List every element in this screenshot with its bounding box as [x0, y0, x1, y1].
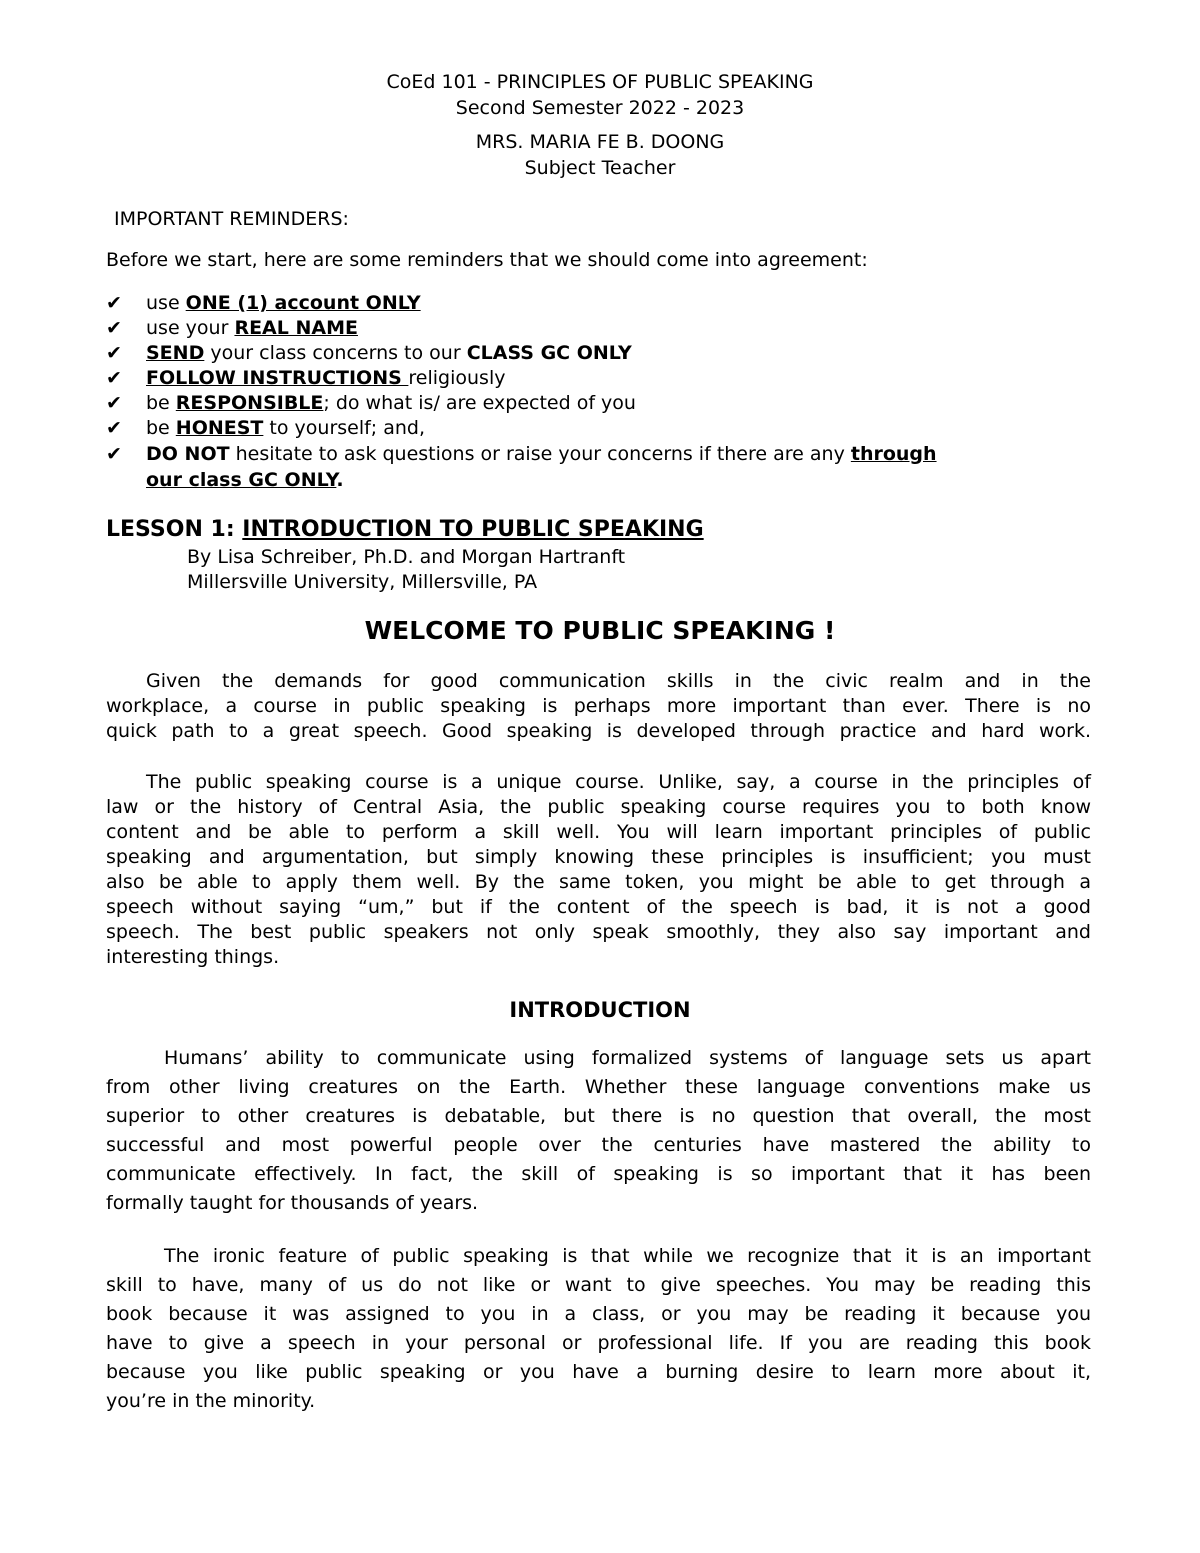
- paragraph-line: Humans’ ability to communicate using formalized systems of language sets us apart: [164, 1047, 1091, 1069]
- paragraph-line: also be able to apply them well. By the same token, you might be able to get through a: [106, 871, 1091, 893]
- introduction-heading: INTRODUCTION: [509, 998, 691, 1022]
- paragraph-line: speech. The best public speakers not only speak smoothly, they also say important and: [106, 921, 1091, 943]
- reminder-text: use your REAL NAME: [146, 317, 358, 339]
- paragraph-line: successful and most powerful people over the centuries have mastered the ability to: [106, 1134, 1091, 1156]
- introduction-paragraph-2: [106, 1245, 1091, 1419]
- checkmark-icon: ✔: [106, 417, 122, 439]
- reminder-text: use ONE (1) account ONLY: [146, 292, 421, 314]
- welcome-heading: WELCOME TO PUBLIC SPEAKING !: [364, 616, 836, 645]
- checkmark-icon: ✔: [106, 342, 122, 364]
- paragraph-line: communicate effectively. In fact, the skill of speaking is so important that it has been: [106, 1163, 1091, 1185]
- paragraph-line: from other living creatures on the Earth. Whether these language conventions make us: [106, 1076, 1091, 1098]
- checkmark-icon: ✔: [106, 443, 122, 465]
- paragraph-line: workplace, a course in public speaking is perhaps more important than ever. There is no: [106, 695, 1091, 717]
- reminder-text: be RESPONSIBLE; do what is/ are expected of you: [146, 392, 636, 414]
- reminder-text: DO NOT hesitate to ask questions or raise your concerns if there are any through: [146, 443, 937, 465]
- paragraph-line: you’re in the minority.: [106, 1390, 316, 1412]
- checkmark-icon: ✔: [106, 292, 122, 314]
- paragraph-line: have to give a speech in your personal or professional life. If you are reading this book: [106, 1332, 1091, 1354]
- paragraph-line: because you like public speaking or you have a burning desire to learn more about it,: [106, 1361, 1091, 1383]
- paragraph-line: interesting things.: [106, 946, 280, 968]
- paragraph-line: quick path to a great speech. Good speaking is developed through practice and hard work.: [106, 720, 1091, 742]
- lesson-affiliation: Millersville University, Millersville, PA: [187, 571, 538, 593]
- paragraph-line: content and be able to perform a skill well. You will learn important principles of public: [106, 821, 1091, 843]
- course-title: CoEd 101 - PRINCIPLES OF PUBLIC SPEAKING: [386, 71, 814, 93]
- welcome-paragraph-2: [106, 771, 1091, 971]
- reminder-text: our class GC ONLY.: [146, 469, 344, 491]
- semester-line: Second Semester 2022 - 2023: [455, 97, 745, 119]
- lesson-byline: By Lisa Schreiber, Ph.D. and Morgan Hartranft: [187, 546, 626, 568]
- introduction-paragraph-1: [106, 1047, 1091, 1221]
- reminder-text: be HONEST to yourself; and,: [146, 417, 426, 439]
- checkmark-icon: ✔: [106, 317, 122, 339]
- paragraph-line: superior to other creatures is debatable, but there is no question that overall, the most: [106, 1105, 1091, 1127]
- welcome-paragraph-1: [106, 670, 1091, 745]
- paragraph-line: formally taught for thousands of years.: [106, 1192, 479, 1214]
- teacher-name: MRS. MARIA FE B. DOONG: [475, 131, 725, 153]
- paragraph-line: speech without saying “um,” but if the content of the speech is bad, it is not a good: [106, 896, 1091, 918]
- checkmark-icon: ✔: [106, 367, 122, 389]
- paragraph-line: book because it was assigned to you in a class, or you may be reading it because you: [106, 1303, 1091, 1325]
- reminder-text: FOLLOW INSTRUCTIONS religiously: [146, 367, 506, 389]
- lesson-heading: LESSON 1: INTRODUCTION TO PUBLIC SPEAKING: [106, 517, 704, 542]
- reminders-heading: IMPORTANT REMINDERS:: [114, 208, 349, 230]
- reminder-text: SEND your class concerns to our CLASS GC ONLY: [146, 342, 632, 364]
- checkmark-icon: ✔: [106, 392, 122, 414]
- reminders-intro: Before we start, here are some reminders that we should come into agreement:: [106, 249, 868, 271]
- paragraph-line: Given the demands for good communication skills in the civic realm and in the: [146, 670, 1091, 692]
- paragraph-line: The public speaking course is a unique course. Unlike, say, a course in the principles of: [146, 771, 1091, 793]
- paragraph-line: speaking and argumentation, but simply knowing these principles is insufficient; you must: [106, 846, 1091, 868]
- teacher-role: Subject Teacher: [524, 157, 676, 179]
- paragraph-line: law or the history of Central Asia, the public speaking course requires you to both know: [106, 796, 1091, 818]
- paragraph-line: The ironic feature of public speaking is that while we recognize that it is an important: [164, 1245, 1091, 1267]
- paragraph-line: skill to have, many of us do not like or want to give speeches. You may be reading this: [106, 1274, 1091, 1296]
